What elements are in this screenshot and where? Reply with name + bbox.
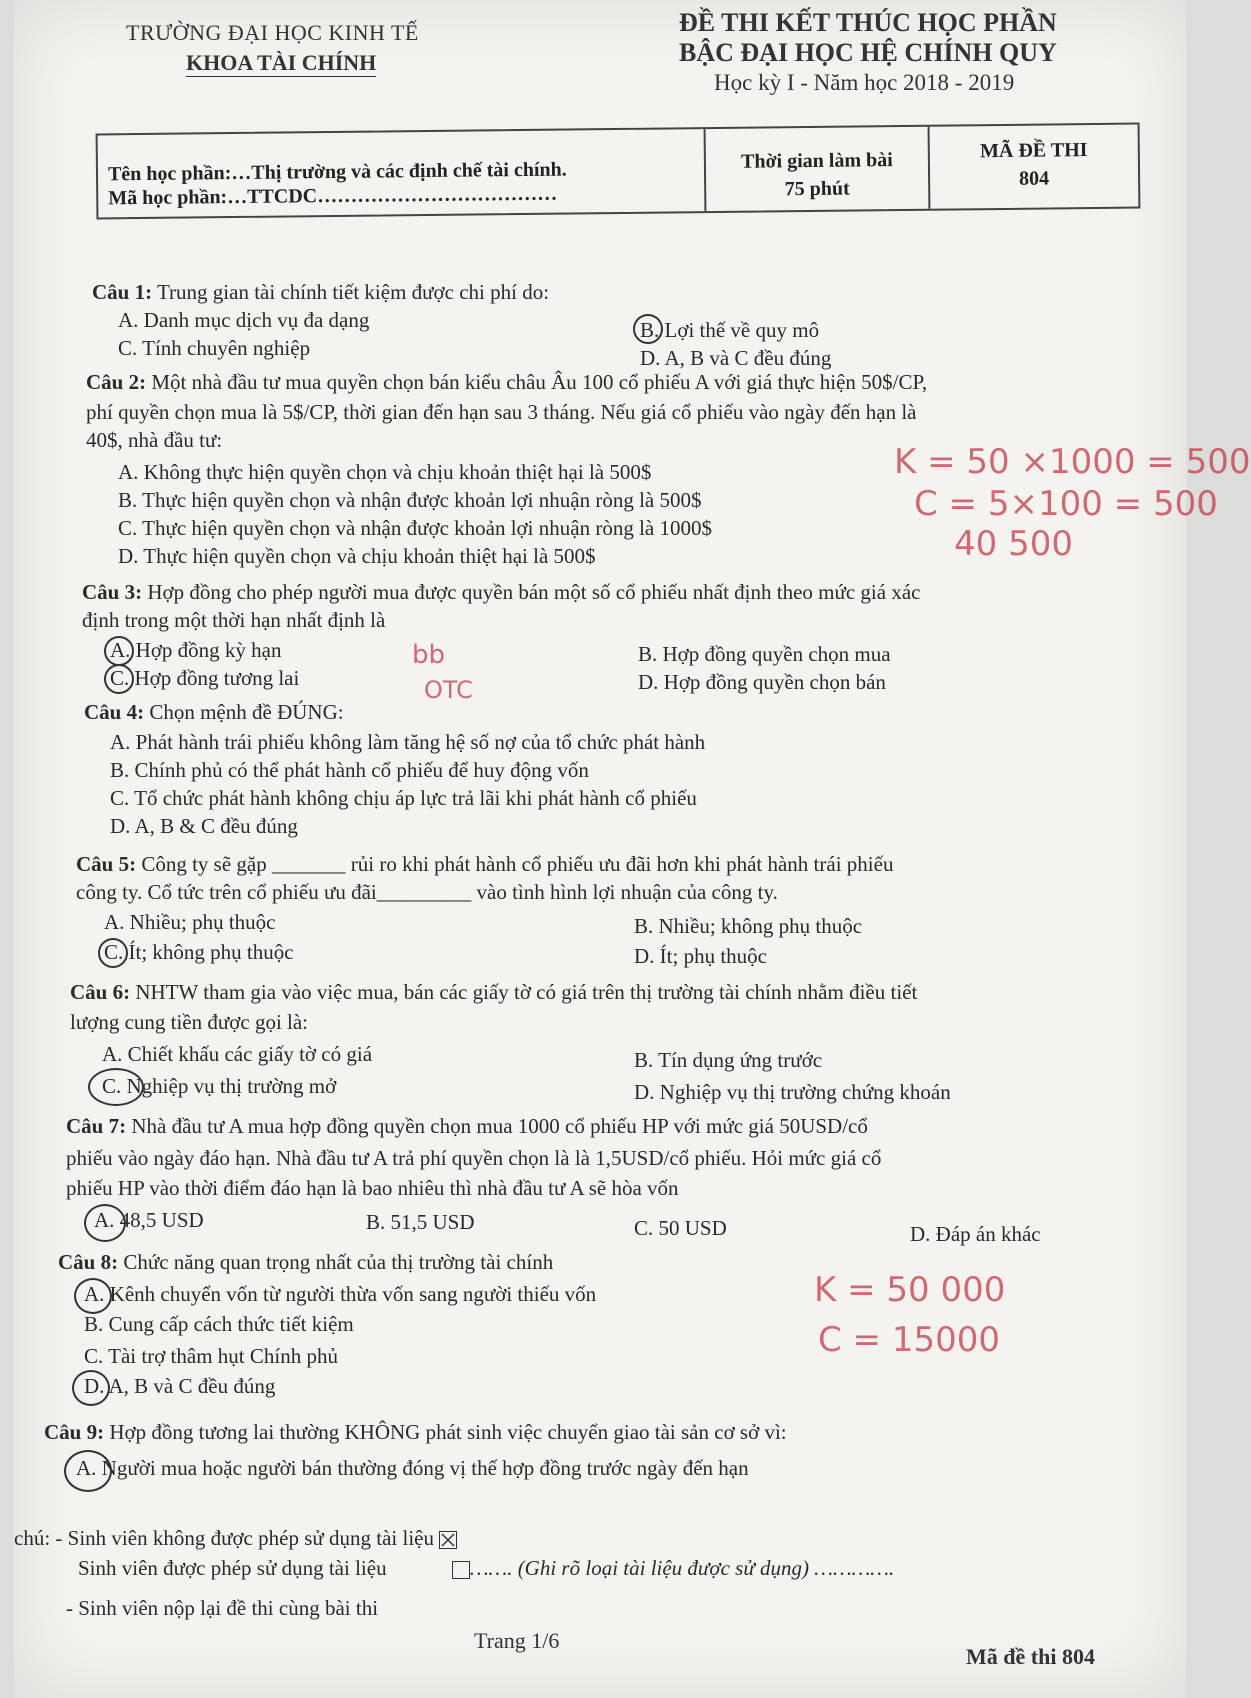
option-8a: A. Kênh chuyển vốn từ người thừa vốn sang người thiếu vốn <box>84 1282 597 1306</box>
course-name: Tên học phần:…Thị trường và các định chế tài chính. <box>107 158 567 186</box>
option-3c: C. Hợp đồng tương lai <box>110 666 300 690</box>
question-label: Câu 3: <box>82 580 143 604</box>
question-4 <box>84 700 344 725</box>
note-tail: ……. (Ghi rõ loại tài liệu được sử dụng) …………. <box>469 1556 895 1580</box>
handwritten-note: K = 50 000 <box>814 1270 1006 1310</box>
option-2d: D. Thực hiện quyền chọn và chịu khoản thiệt hại là 500$ <box>118 544 596 568</box>
answer-circle <box>72 1370 110 1406</box>
option-3a: A. Hợp đồng kỳ hạn <box>110 638 282 662</box>
note-line-1 <box>14 1526 457 1551</box>
handwritten-note: C = 5×100 = 500 <box>914 484 1218 524</box>
question-text: Hợp đồng tương lai thường KHÔNG phát sinh việc chuyển giao tài sản cơ sở vì: <box>109 1420 787 1444</box>
note-line-3: - Sinh viên nộp lại đề thi cùng bài thi <box>66 1596 379 1620</box>
option-6b: B. Tín dụng ứng trước <box>634 1048 823 1072</box>
option-7c: C. 50 USD <box>634 1216 727 1240</box>
exam-term: Học kỳ I - Năm học 2018 - 2019 <box>714 70 1015 95</box>
answer-circle <box>84 1204 126 1242</box>
note-text: Sinh viên được phép sử dụng tài liệu <box>78 1556 387 1580</box>
exam-code-label: MÃ ĐỀ THI <box>979 139 1088 163</box>
question-label: Câu 1: <box>92 280 153 304</box>
question-7 <box>66 1114 868 1139</box>
school-name: TRƯỜNG ĐẠI HỌC KINH TẾ <box>126 20 419 45</box>
question-label: Câu 2: <box>86 370 147 394</box>
answer-circle <box>98 938 128 968</box>
answer-circle <box>633 314 663 344</box>
question-3-line2: định trong một thời hạn nhất định là <box>82 608 386 632</box>
option-5b: B. Nhiều; không phụ thuộc <box>634 914 863 938</box>
option-4a: A. Phát hành trái phiếu không làm tăng hệ số nợ của tổ chức phát hành <box>110 730 706 754</box>
question-text: Nhà đầu tư A mua hợp đồng quyền chọn mua 1000 cổ phiếu HP với mức giá 50USD/cổ <box>131 1114 868 1138</box>
question-5-line2: công ty. Cổ tức trên cổ phiếu ưu đãi_________ vào tình hình lợi nhuận của công ty. <box>76 880 778 904</box>
note-line-2 <box>78 1556 894 1581</box>
option-1a: A. Danh mục dịch vụ đa dạng <box>118 308 370 332</box>
option-5c: C. Ít; không phụ thuộc <box>104 940 294 964</box>
question-text: Hợp đồng cho phép người mua được quyền bán một số cổ phiếu nhất định theo mức giá xác <box>147 580 921 604</box>
course-cell <box>98 129 707 217</box>
option-7d: D. Đáp án khác <box>910 1222 1041 1246</box>
option-1d: D. A, B và C đều đúng <box>640 346 832 370</box>
answer-circle <box>104 636 134 666</box>
option-7b: B. 51,5 USD <box>366 1210 475 1234</box>
question-text: Trung gian tài chính tiết kiệm được chi phí do: <box>156 280 550 304</box>
time-label: Thời gian làm bài <box>740 149 893 173</box>
answer-circle <box>88 1068 144 1106</box>
question-text: Công ty sẽ gặp _______ rủi ro khi phát hành cổ phiếu ưu đãi hơn khi phát hành trái phiếu <box>141 852 894 876</box>
question-5 <box>76 852 893 877</box>
faculty-name: KHOA TÀI CHÍNH <box>186 50 377 75</box>
course-code: Mã học phần:…TTCDC……………………………… <box>108 182 558 210</box>
option-3b: B. Hợp đồng quyền chọn mua <box>638 642 891 666</box>
option-3d: D. Hợp đồng quyền chọn bán <box>638 670 886 694</box>
option-2b: B. Thực hiện quyền chọn và nhận được khoản lợi nhuận ròng là 500$ <box>118 488 702 512</box>
option-5a: A. Nhiều; phụ thuộc <box>104 910 276 934</box>
note-text: chú: - Sinh viên không được phép sử dụng tài liệu <box>14 1526 434 1550</box>
option-5d: D. Ít; phụ thuộc <box>634 944 767 968</box>
option-8b: B. Cung cấp cách thức tiết kiệm <box>84 1312 354 1336</box>
question-label: Câu 9: <box>44 1420 105 1444</box>
option-6a: A. Chiết khấu các giấy tờ có giá <box>102 1042 373 1066</box>
question-7-line3: phiếu HP vào thời điểm đáo hạn là bao nhiêu thì nhà đầu tư A sẽ hòa vốn <box>66 1176 679 1200</box>
handwritten-note: OTC <box>424 676 473 704</box>
question-6-line2: lượng cung tiền được gọi là: <box>70 1010 309 1034</box>
question-8 <box>58 1250 553 1275</box>
question-2-line2: phí quyền chọn mua là 5$/CP, thời gian đến hạn sau 3 tháng. Nếu giá cổ phiếu vào ngày đến hạn là <box>86 400 917 424</box>
option-1c: C. Tính chuyên nghiệp <box>118 336 311 360</box>
question-text: Chức năng quan trọng nhất của thị trường tài chính <box>123 1250 554 1274</box>
option-4d: D. A, B & C đều đúng <box>110 814 298 838</box>
handwritten-note: K = 50 ×1000 = 500 <box>894 442 1251 482</box>
question-text: Chọn mệnh đề ĐÚNG: <box>149 700 344 724</box>
answer-circle <box>64 1450 112 1492</box>
time-cell <box>706 127 931 211</box>
question-7-line2: phiếu vào ngày đáo hạn. Nhà đầu tư A trả phí quyền chọn là là 1,5USD/cổ phiếu. Hỏi mức giá cổ <box>66 1146 882 1170</box>
question-text: NHTW tham gia vào việc mua, bán các giấy tờ có giá trên thị trường tài chính nhằm điều tiết <box>135 980 918 1004</box>
question-label: Câu 4: <box>84 700 145 724</box>
option-8d: D. A, B và C đều đúng <box>84 1374 276 1398</box>
question-label: Câu 8: <box>58 1250 119 1274</box>
exam-sheet <box>14 0 1251 1698</box>
exam-code-value: 804 <box>1018 167 1050 190</box>
question-3 <box>82 580 920 605</box>
question-2 <box>86 370 927 395</box>
answer-circle <box>104 664 134 694</box>
question-6 <box>70 980 917 1005</box>
option-8c: C. Tài trợ thâm hụt Chính phủ <box>84 1344 338 1368</box>
exam-level: BẬC ĐẠI HỌC HỆ CHÍNH QUY <box>679 38 1057 67</box>
handwritten-note: 40 500 <box>954 524 1073 564</box>
question-9 <box>44 1420 787 1445</box>
question-2-line3: 40$, nhà đầu tư: <box>86 428 223 452</box>
checked-checkbox <box>439 1531 457 1549</box>
answer-circle <box>74 1278 112 1314</box>
option-9a: A. Người mua hoặc người bán thường đóng vị thế hợp đồng trước ngày đến hạn <box>76 1456 749 1480</box>
footer-exam-code: Mã đề thi 804 <box>966 1644 1095 1669</box>
course-info-box <box>96 123 1141 220</box>
handwritten-note: C = 15000 <box>818 1320 1001 1360</box>
page-number: Trang 1/6 <box>474 1628 560 1653</box>
option-2a: A. Không thực hiện quyền chọn và chịu khoản thiệt hại là 500$ <box>118 460 652 484</box>
question-label: Câu 7: <box>66 1114 127 1138</box>
question-text: Một nhà đầu tư mua quyền chọn bán kiểu châu Âu 100 cổ phiếu A với giá thực hiện 50$/CP, <box>151 370 928 394</box>
option-1b: B. Lợi thế về quy mô <box>640 318 820 342</box>
option-4b: B. Chính phủ có thể phát hành cổ phiếu để huy động vốn <box>110 758 589 782</box>
option-6c: C. Nghiệp vụ thị trường mở <box>102 1074 337 1098</box>
question-1 <box>92 280 549 305</box>
option-6d: D. Nghiệp vụ thị trường chứng khoán <box>634 1080 951 1104</box>
exam-title: ĐỀ THI KẾT THÚC HỌC PHẦN <box>679 8 1057 37</box>
question-label: Câu 5: <box>76 852 137 876</box>
time-value: 75 phút <box>784 177 850 201</box>
option-2c: C. Thực hiện quyền chọn và nhận được khoản lợi nhuận ròng là 1000$ <box>118 516 712 540</box>
option-4c: C. Tổ chức phát hành không chịu áp lực trả lãi khi phát hành cổ phiếu <box>110 786 697 810</box>
handwritten-note: bb <box>412 640 446 670</box>
option-7a: A. 48,5 USD <box>94 1208 204 1232</box>
empty-checkbox <box>452 1561 470 1579</box>
question-label: Câu 6: <box>70 980 131 1004</box>
exam-code-cell <box>930 125 1139 209</box>
